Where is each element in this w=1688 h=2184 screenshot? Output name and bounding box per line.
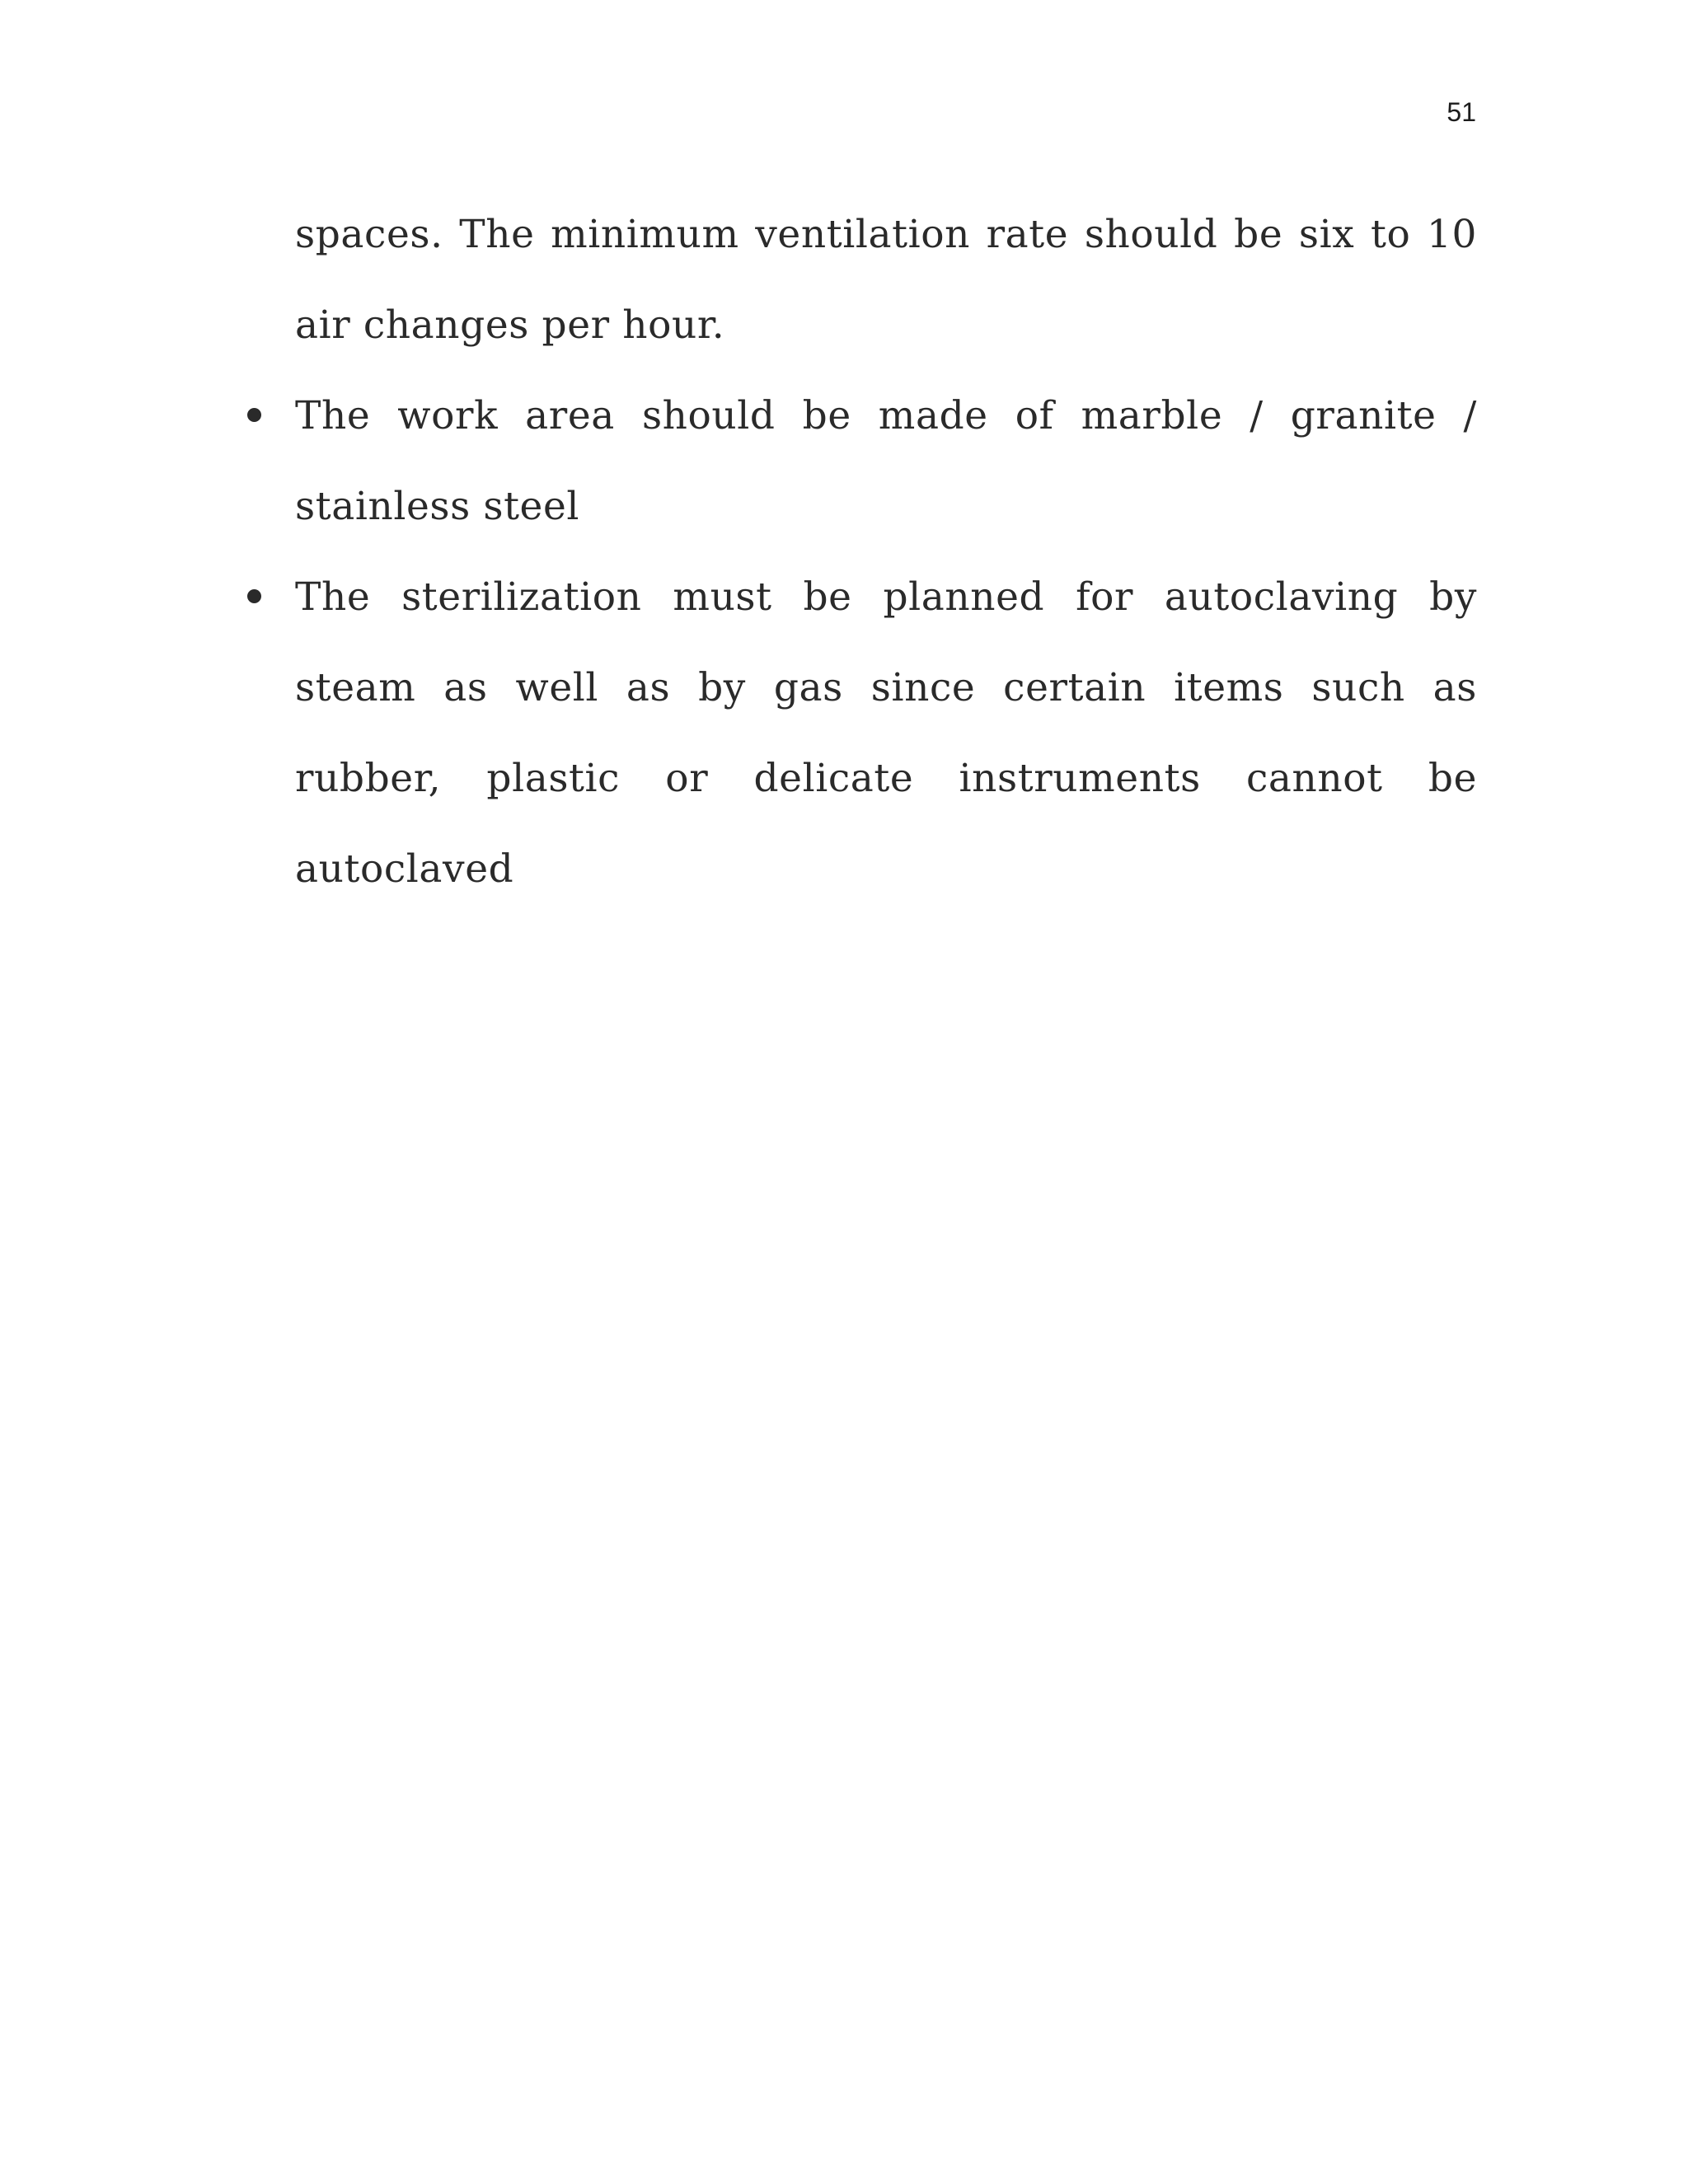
bullet-icon: [247, 589, 261, 603]
bullet-icon: [247, 408, 261, 422]
bullet-text: The work area should be made of marble / granite / stainless steel: [295, 393, 1477, 529]
bullet-item-sterilization: [295, 552, 1477, 915]
page-number: 51: [1447, 97, 1476, 127]
continued-paragraph: spaces. The minimum ventilation rate should be six to 10 air changes per hour.: [295, 212, 1477, 348]
bullet-list: [295, 371, 1477, 915]
body-text: [295, 190, 1477, 915]
bullet-item-work-area: [295, 371, 1477, 552]
bullet-text: The sterilization must be planned for autoclaving by steam as well as by gas since certain items such as rubber, plastic or delicate instruments cannot be autoclaved: [295, 574, 1477, 892]
